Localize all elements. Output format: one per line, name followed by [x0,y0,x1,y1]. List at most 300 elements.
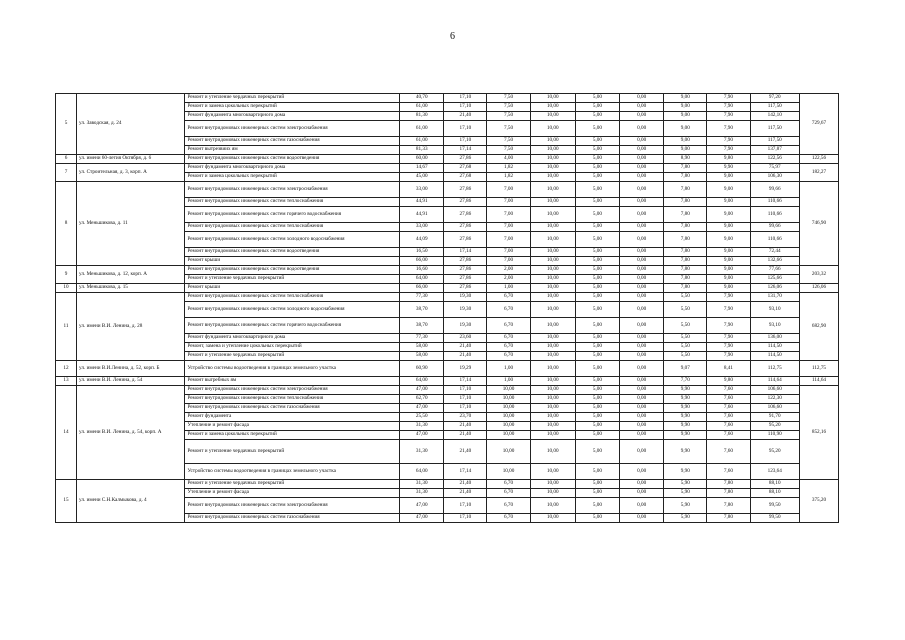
value-cell: 7,80 [707,514,750,523]
work-type-cell: Ремонт и замена цокольных перекрытий [185,431,400,440]
value-cell: 75,97 [750,164,799,173]
value-cell: 10,00 [530,232,575,248]
work-type-cell: Ремонт внутридомовых инженерных систем электроснабжения [185,498,400,514]
work-type-cell: Устройство системы водоотведения в границах земельного участка [185,464,400,480]
value-cell: 93,10 [750,318,799,334]
value-cell: 5,00 [575,293,619,302]
value-cell: 5,00 [575,94,619,103]
value-cell: 10,00 [487,404,530,413]
value-cell: 93,10 [750,302,799,318]
value-cell: 9,90 [707,164,750,173]
value-cell: 6,70 [487,514,530,523]
value-cell: 10,00 [530,207,575,223]
value-cell: 10,00 [530,489,575,498]
work-type-cell: Утепление и ремонт фасада [185,489,400,498]
value-cell: 66,00 [400,284,444,293]
value-cell: 31,30 [400,489,444,498]
value-cell: 10,00 [530,112,575,121]
value-cell: 9,00 [707,232,750,248]
address-cell: ул. Заводская, д. 24 [77,94,185,155]
value-cell: 0,00 [620,94,664,103]
value-cell: 10,00 [530,361,575,377]
works-table-body [56,94,839,523]
value-cell: 0,00 [620,198,664,207]
value-cell: 126,06 [750,284,799,293]
work-type-cell: Ремонт внутридомовых инженерных систем электроснабжения [185,182,400,198]
value-cell: 0,00 [620,155,664,164]
value-cell: 7,60 [707,404,750,413]
value-cell: 0,00 [620,489,664,498]
value-cell: 0,00 [620,440,664,464]
value-cell: 5,00 [575,112,619,121]
value-cell: 10,00 [530,173,575,182]
value-cell: 5,00 [575,498,619,514]
value-cell: 9,00 [664,121,707,137]
value-cell: 27,86 [444,275,487,284]
value-cell: 17,10 [444,395,487,404]
value-cell: 10,00 [487,395,530,404]
value-cell: 60,90 [400,361,444,377]
value-cell: 10,00 [530,275,575,284]
value-cell: 9,00 [664,146,707,155]
value-cell: 99,66 [750,182,799,198]
value-cell: 10,00 [530,413,575,422]
value-cell: 5,00 [575,284,619,293]
value-cell: 21,40 [444,112,487,121]
value-cell: 0,00 [620,422,664,431]
value-cell: 99,50 [750,514,799,523]
value-cell: 21,40 [444,489,487,498]
value-cell: 10,00 [530,223,575,232]
value-cell: 114,64 [750,377,799,386]
value-cell: 25,50 [400,413,444,422]
value-cell: 95,20 [750,422,799,431]
work-type-cell: Ремонт выгребных ям [185,377,400,386]
value-cell: 0,00 [620,413,664,422]
address-cell: ул. Меньшикова, д. 11 [77,182,185,266]
value-cell: 0,00 [620,480,664,489]
value-cell: 7,80 [707,480,750,489]
value-cell: 17,14 [444,146,487,155]
value-cell: 5,00 [575,275,619,284]
value-cell: 6,70 [487,498,530,514]
value-cell: 17,10 [444,94,487,103]
value-cell: 27,86 [444,207,487,223]
work-type-cell: Ремонт внутридомовых инженерных систем холодного водоснабжения [185,232,400,248]
value-cell: 5,00 [575,361,619,377]
work-type-cell: Ремонт внутридомовых инженерных систем водоотведения [185,266,400,275]
value-cell: 9,90 [664,464,707,480]
value-cell: 9,90 [664,422,707,431]
value-cell: 97,20 [750,94,799,103]
value-cell: 19,30 [444,302,487,318]
value-cell: 7,00 [487,232,530,248]
address-cell: ул. имени 60-летия Октября, д. 6 [77,155,185,164]
value-cell: 0,00 [620,257,664,266]
table-row [56,361,839,377]
value-cell: 10,00 [530,334,575,343]
value-cell: 0,00 [620,464,664,480]
value-cell: 7,00 [487,257,530,266]
value-cell: 47,00 [400,514,444,523]
work-type-cell: Ремонт внутридомовых инженерных систем водоотведения [185,155,400,164]
value-cell: 44,91 [400,207,444,223]
value-cell: 7,60 [707,413,750,422]
value-cell: 5,00 [575,514,619,523]
value-cell: 7,90 [707,137,750,146]
value-cell: 17,10 [444,404,487,413]
value-cell: 0,00 [620,386,664,395]
value-cell: 0,00 [620,361,664,377]
value-cell: 10,00 [530,404,575,413]
value-cell: 10,00 [530,352,575,361]
value-cell: 9,90 [664,431,707,440]
value-cell: 5,00 [575,248,619,257]
value-cell: 10,00 [530,422,575,431]
value-cell: 77,30 [400,293,444,302]
value-cell: 45,00 [400,173,444,182]
value-cell: 5,90 [664,498,707,514]
value-cell: 9,07 [664,361,707,377]
value-cell: 5,00 [575,103,619,112]
value-cell: 9,00 [707,284,750,293]
value-cell: 7,90 [707,121,750,137]
work-type-cell: Ремонт внутридомовых инженерных систем горячего водоснабжения [185,318,400,334]
value-cell: 9,90 [664,413,707,422]
value-cell: 27,86 [444,284,487,293]
value-cell: 0,00 [620,293,664,302]
value-cell: 7,80 [707,498,750,514]
value-cell: 5,00 [575,121,619,137]
row-number: 6 [56,155,77,164]
value-cell: 5,00 [575,431,619,440]
value-cell: 9,00 [707,257,750,266]
value-cell: 5,00 [575,343,619,352]
value-cell: 5,50 [664,318,707,334]
value-cell: 6,70 [487,343,530,352]
value-cell: 7,70 [664,377,707,386]
value-cell: 61,00 [400,121,444,137]
value-cell: 0,00 [620,266,664,275]
value-cell: 117,50 [750,137,799,146]
value-cell: 10,00 [487,413,530,422]
value-cell: 5,50 [664,343,707,352]
value-cell: 110,90 [750,431,799,440]
value-cell: 7,90 [707,146,750,155]
table-row [56,284,839,293]
value-cell: 5,50 [664,302,707,318]
row-number: 5 [56,94,77,155]
work-type-cell: Ремонт внутридомовых инженерных систем теплоснабжения [185,395,400,404]
work-type-cell: Устройство системы водоотведения в границах земельного участка [185,361,400,377]
work-type-cell: Ремонт и утепление чердачных перекрытий [185,480,400,489]
value-cell: 6,70 [487,480,530,489]
value-cell: 7,80 [664,164,707,173]
work-type-cell: Ремонт и замена цокольных перекрытий [185,173,400,182]
value-cell: 0,00 [620,232,664,248]
total-cell: 126,06 [799,284,838,293]
value-cell: 7,80 [664,257,707,266]
value-cell: 7,80 [664,248,707,257]
value-cell: 10,00 [487,431,530,440]
total-cell: 122,56 [799,155,838,164]
value-cell: 64,00 [400,464,444,480]
table-row [56,293,839,302]
value-cell: 5,00 [575,480,619,489]
work-type-cell: Ремонт внутридомовых инженерных систем горячего водоснабжения [185,207,400,223]
value-cell: 9,00 [664,137,707,146]
total-cell: 182,27 [799,164,838,182]
table-row [56,266,839,275]
value-cell: 5,00 [575,377,619,386]
value-cell: 14,67 [400,164,444,173]
value-cell: 6,70 [487,352,530,361]
value-cell: 0,00 [620,121,664,137]
value-cell: 1,00 [487,377,530,386]
value-cell: 23,70 [444,413,487,422]
total-cell: 746,90 [799,182,838,266]
value-cell: 0,00 [620,182,664,198]
value-cell: 110,66 [750,232,799,248]
value-cell: 4,00 [487,155,530,164]
work-type-cell: Ремонт вытрезвиих ям [185,146,400,155]
value-cell: 0,00 [620,395,664,404]
value-cell: 6,70 [487,318,530,334]
total-cell: 729,67 [799,94,838,155]
address-cell: ул. Меньшикова, д. 15 [77,284,185,293]
value-cell: 72,44 [750,248,799,257]
value-cell: 10,00 [487,386,530,395]
value-cell: 21,40 [444,343,487,352]
value-cell: 10,00 [530,431,575,440]
address-cell: ул. имени В.И. Ленина, д. 54 [77,377,185,386]
value-cell: 7,80 [664,182,707,198]
value-cell: 5,00 [575,164,619,173]
value-cell: 1,82 [487,164,530,173]
value-cell: 10,00 [487,440,530,464]
value-cell: 10,00 [530,395,575,404]
value-cell: 0,00 [620,377,664,386]
value-cell: 66,00 [400,257,444,266]
value-cell: 17,10 [444,103,487,112]
value-cell: 10,00 [530,302,575,318]
value-cell: 21,40 [444,440,487,464]
value-cell: 5,00 [575,207,619,223]
value-cell: 9,00 [707,198,750,207]
value-cell: 7,90 [707,318,750,334]
value-cell: 7,80 [664,232,707,248]
value-cell: 7,60 [707,440,750,464]
value-cell: 5,00 [575,464,619,480]
value-cell: 0,00 [620,352,664,361]
value-cell: 5,00 [575,440,619,464]
row-number: 7 [56,164,77,182]
work-type-cell: Ремонт внутридомовых инженерных систем электроснабжения [185,386,400,395]
value-cell: 7,00 [487,248,530,257]
value-cell: 5,00 [575,173,619,182]
value-cell: 122,30 [750,395,799,404]
value-cell: 58,00 [400,352,444,361]
value-cell: 117,50 [750,121,799,137]
value-cell: 5,00 [575,146,619,155]
value-cell: 27,86 [444,232,487,248]
value-cell: 5,00 [575,318,619,334]
value-cell: 17,14 [444,248,487,257]
value-cell: 8,90 [664,155,707,164]
value-cell: 16,50 [400,248,444,257]
value-cell: 21,40 [444,422,487,431]
value-cell: 1,00 [487,284,530,293]
value-cell: 16,60 [400,266,444,275]
value-cell: 112,75 [750,361,799,377]
value-cell: 47,00 [400,431,444,440]
value-cell: 0,00 [620,173,664,182]
value-cell: 137,87 [750,146,799,155]
value-cell: 7,80 [707,489,750,498]
value-cell: 2,00 [487,275,530,284]
value-cell: 47,00 [400,404,444,413]
address-cell: ул. Меньшикова, д. 12, корп. А [77,266,185,284]
value-cell: 1,82 [487,173,530,182]
value-cell: 10,00 [530,377,575,386]
value-cell: 7,50 [487,94,530,103]
value-cell: 5,50 [664,293,707,302]
value-cell: 7,90 [707,293,750,302]
row-number: 11 [56,293,77,361]
value-cell: 5,50 [664,334,707,343]
value-cell: 10,00 [530,284,575,293]
work-type-cell: Ремонт внутридомовых инженерных систем газоснабжения [185,137,400,146]
value-cell: 7,90 [707,302,750,318]
value-cell: 64,00 [400,275,444,284]
value-cell: 58,00 [400,343,444,352]
value-cell: 0,00 [620,343,664,352]
value-cell: 10,00 [530,94,575,103]
value-cell: 64,00 [400,377,444,386]
value-cell: 9,00 [664,94,707,103]
value-cell: 31,30 [400,440,444,464]
value-cell: 10,00 [530,343,575,352]
address-cell: ул. имени В.И.Ленина, д. 52, корп. Б [77,361,185,377]
value-cell: 95,20 [750,440,799,464]
value-cell: 7,60 [707,431,750,440]
value-cell: 7,00 [487,207,530,223]
table-row [56,94,839,103]
value-cell: 27,86 [444,198,487,207]
value-cell: 19,29 [444,361,487,377]
value-cell: 7,80 [664,173,707,182]
value-cell: 10,00 [530,498,575,514]
value-cell: 7,60 [707,422,750,431]
total-cell: 682,90 [799,293,838,361]
value-cell: 8,41 [707,361,750,377]
work-type-cell: Ремонт внутридомовых инженерных систем теплоснабжения [185,198,400,207]
value-cell: 44,91 [400,198,444,207]
row-number: 9 [56,266,77,284]
value-cell: 99,50 [750,498,799,514]
value-cell: 27,86 [444,155,487,164]
value-cell: 7,60 [707,464,750,480]
value-cell: 7,80 [664,198,707,207]
value-cell: 10,00 [530,182,575,198]
value-cell: 9,00 [707,248,750,257]
value-cell: 7,80 [664,284,707,293]
value-cell: 17,10 [444,386,487,395]
value-cell: 9,00 [664,112,707,121]
value-cell: 21,40 [444,431,487,440]
row-number: 10 [56,284,77,293]
value-cell: 7,60 [707,386,750,395]
value-cell: 7,80 [664,266,707,275]
value-cell: 106,30 [750,173,799,182]
value-cell: 9,00 [707,275,750,284]
value-cell: 5,90 [664,489,707,498]
value-cell: 23,60 [444,334,487,343]
value-cell: 6,70 [487,334,530,343]
value-cell: 5,00 [575,395,619,404]
value-cell: 142,10 [750,112,799,121]
work-type-cell: Ремонт и утепление чердачных перекрытий [185,94,400,103]
work-type-cell: Ремонт внутридомовых инженерных систем газоснабжения [185,514,400,523]
work-type-cell: Ремонт крыши [185,257,400,266]
total-cell: 114,64 [799,377,838,386]
value-cell: 10,00 [487,464,530,480]
value-cell: 0,00 [620,514,664,523]
works-table [55,93,839,523]
row-number: 15 [56,480,77,523]
value-cell: 0,00 [620,431,664,440]
value-cell: 10,00 [530,155,575,164]
value-cell: 5,00 [575,257,619,266]
value-cell: 5,90 [664,514,707,523]
value-cell: 77,30 [400,334,444,343]
value-cell: 7,90 [707,103,750,112]
value-cell: 21,40 [444,480,487,489]
value-cell: 0,00 [620,103,664,112]
value-cell: 110,66 [750,198,799,207]
value-cell: 9,90 [664,395,707,404]
value-cell: 27,86 [444,223,487,232]
value-cell: 10,00 [530,266,575,275]
value-cell: 10,00 [487,422,530,431]
page-number: 6 [450,31,455,42]
value-cell: 6,70 [487,302,530,318]
work-type-cell: Ремонт внутридомовых инженерных систем холодного водоснабжения [185,302,400,318]
value-cell: 0,00 [620,248,664,257]
table-row [56,377,839,386]
value-cell: 7,90 [707,352,750,361]
value-cell: 0,00 [620,284,664,293]
value-cell: 123,64 [750,464,799,480]
table-row [56,386,839,395]
value-cell: 0,00 [620,404,664,413]
value-cell: 7,50 [487,137,530,146]
value-cell: 5,50 [664,352,707,361]
value-cell: 0,00 [620,146,664,155]
value-cell: 9,00 [707,182,750,198]
value-cell: 47,00 [400,498,444,514]
value-cell: 10,00 [530,318,575,334]
value-cell: 10,00 [530,293,575,302]
value-cell: 5,00 [575,422,619,431]
value-cell: 31,30 [400,480,444,489]
value-cell: 5,00 [575,404,619,413]
value-cell: 136,00 [750,334,799,343]
value-cell: 27,68 [444,173,487,182]
value-cell: 7,90 [707,343,750,352]
value-cell: 10,00 [530,164,575,173]
value-cell: 5,00 [575,232,619,248]
